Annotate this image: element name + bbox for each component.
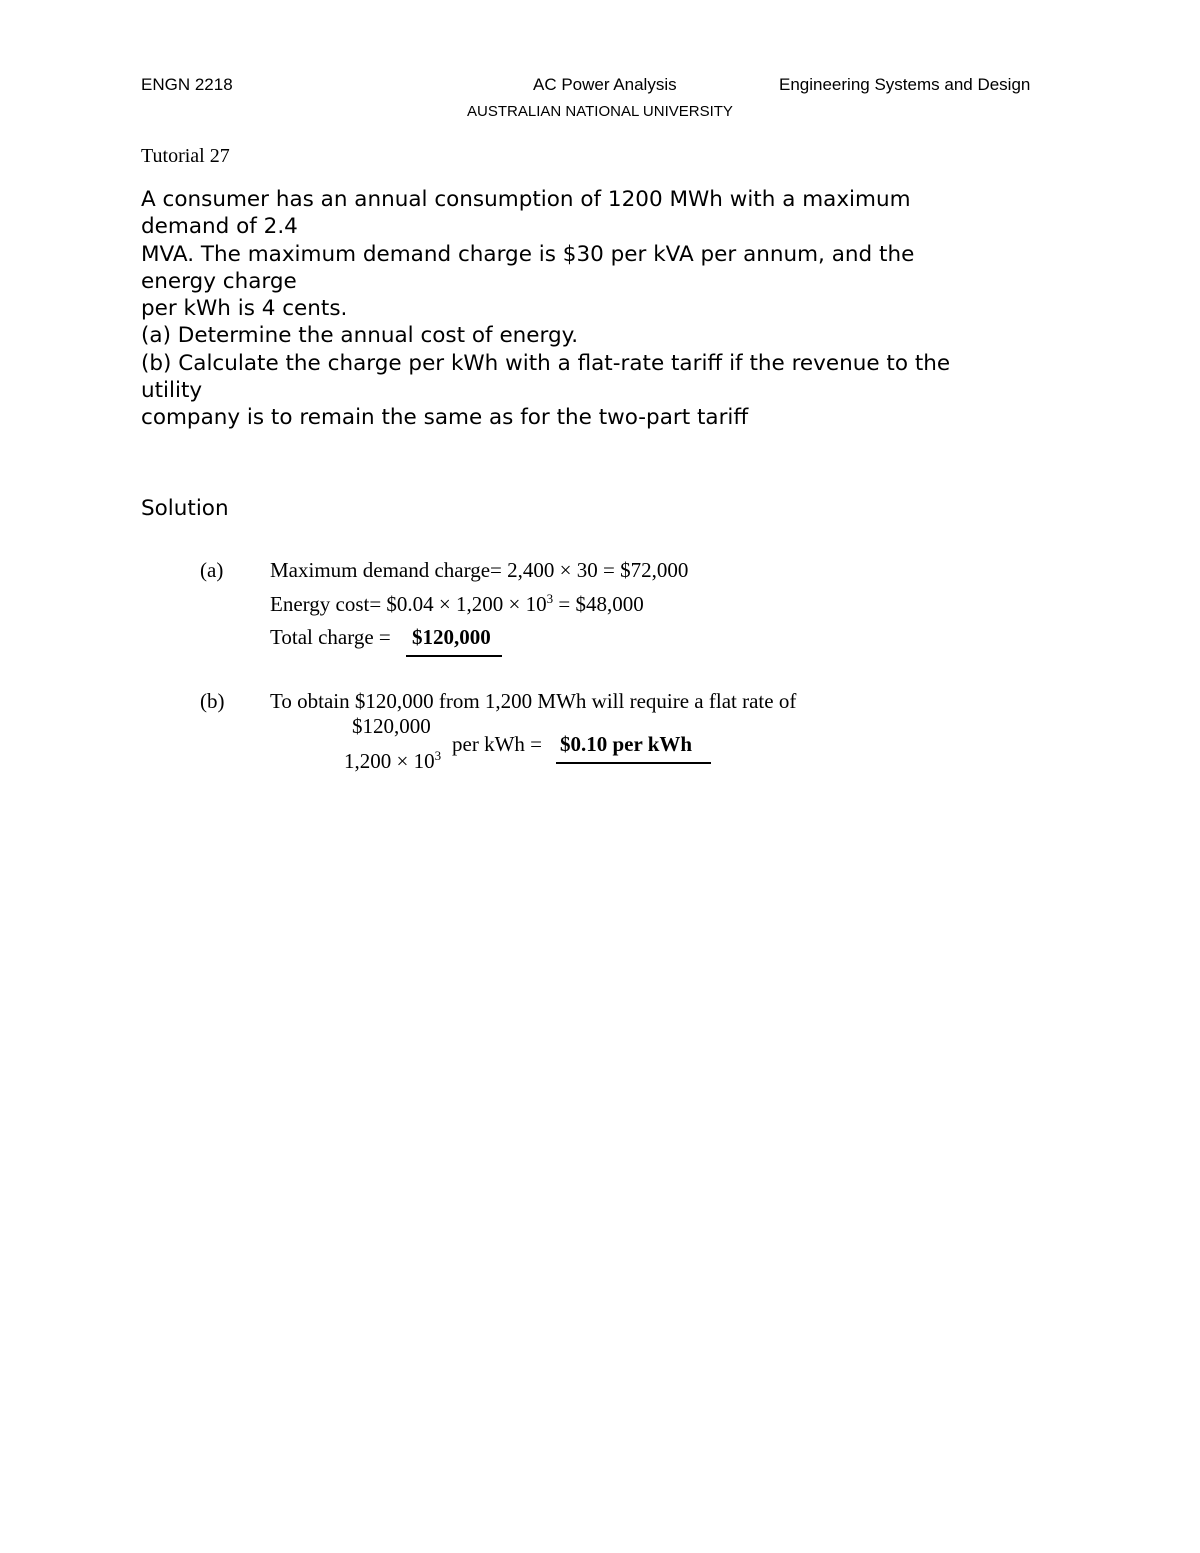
- university-name: AUSTRALIAN NATIONAL UNIVERSITY: [467, 103, 733, 120]
- problem-line: (a) Determine the annual cost of energy.: [141, 323, 579, 349]
- total-charge-label: Total charge =: [270, 625, 391, 649]
- total-charge-value: $120,000: [412, 625, 491, 649]
- problem-line: utility: [141, 378, 203, 404]
- flat-rate-result: $0.10 per kWh: [560, 732, 693, 756]
- problem-line: (b) Calculate the charge per kWh with a flat-rate tariff if the revenue to the: [141, 350, 951, 376]
- fraction-denominator-exponent: 3: [434, 748, 442, 763]
- flat-rate-underline: [556, 762, 711, 764]
- solution-heading: Solution: [141, 496, 229, 521]
- problem-line: per kWh is 4 cents.: [141, 296, 348, 322]
- tutorial-label: Tutorial 27: [141, 145, 230, 167]
- problem-statement: [141, 186, 1061, 432]
- problem-line: A consumer has an annual consumption of 1200 MWh with a maximum: [141, 187, 911, 212]
- problem-line: energy charge: [141, 268, 297, 294]
- topic-title: AC Power Analysis: [533, 75, 677, 94]
- department-name: Engineering Systems and Design: [779, 75, 1031, 94]
- problem-line: company is to remain the same as for the two-part tariff: [141, 405, 749, 431]
- problem-line: MVA. The maximum demand charge is $30 per kVA per annum, and the: [141, 241, 915, 267]
- energy-cost-exponent: 3: [546, 591, 554, 606]
- energy-cost-suffix: = $48,000: [553, 592, 644, 616]
- problem-line: demand of 2.4: [141, 214, 298, 240]
- course-code: ENGN 2218: [141, 75, 233, 94]
- max-demand-charge-line: Maximum demand charge= 2,400 × 30 = $72,000: [270, 558, 689, 582]
- fraction-numerator: $120,000: [352, 714, 431, 738]
- part-b-label: (b): [200, 689, 225, 713]
- total-charge-underline: [406, 655, 502, 657]
- part-a-label: (a): [200, 558, 224, 582]
- flat-rate-text: To obtain $120,000 from 1,200 MWh will require a flat rate of: [270, 689, 797, 713]
- fraction-denominator-base: 1,200 × 10: [344, 749, 435, 773]
- fraction-denominator: [344, 748, 441, 774]
- energy-cost-prefix: Energy cost= $0.04 × 1,200 × 10: [270, 592, 547, 616]
- energy-cost-line: [270, 591, 644, 617]
- per-kwh-equals: per kWh =: [452, 732, 542, 756]
